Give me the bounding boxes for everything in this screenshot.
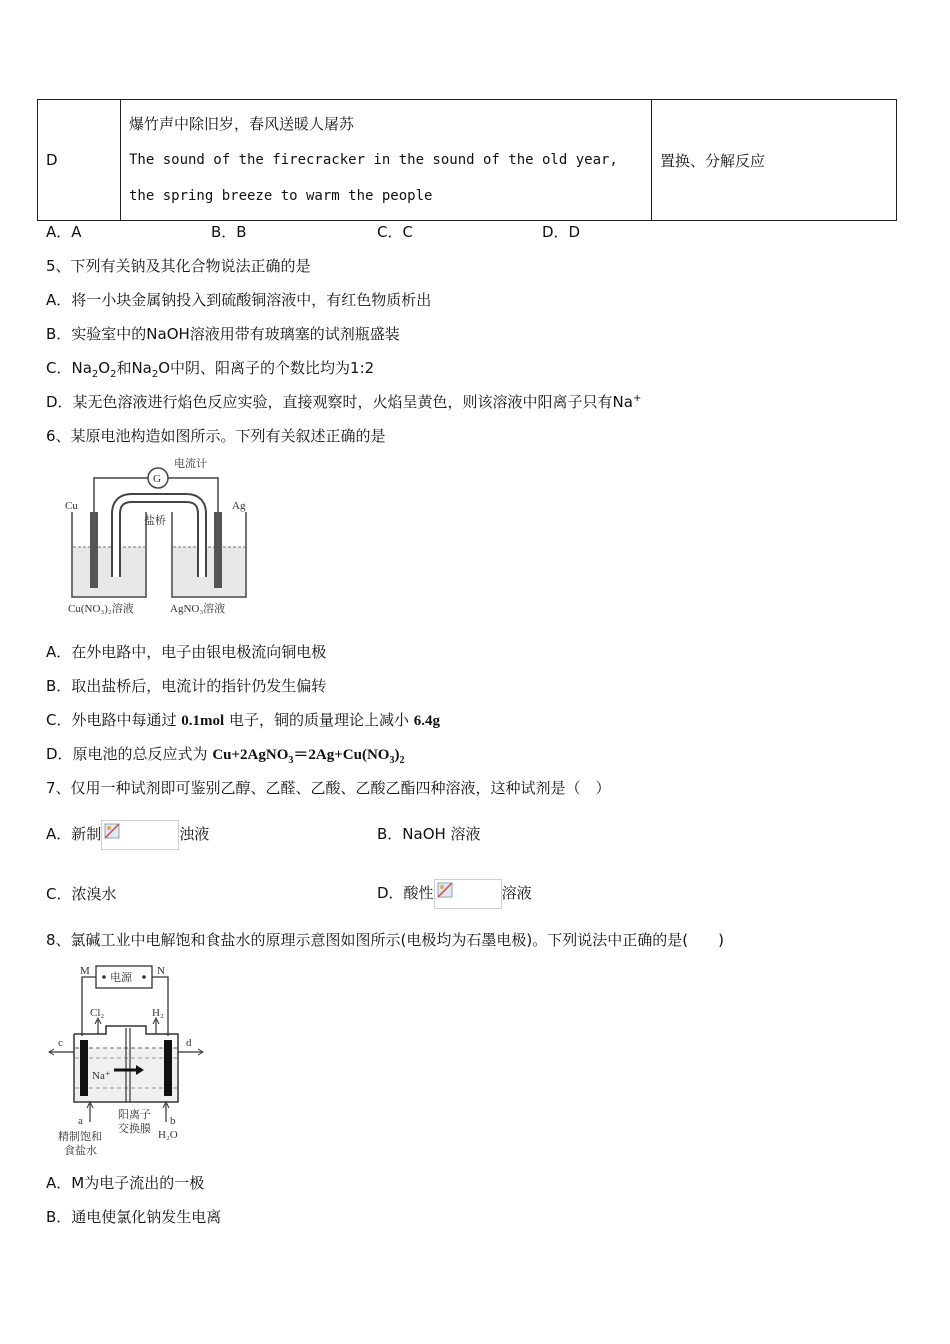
q7-option-c: C．浓溴水 — [46, 885, 117, 903]
question-table — [37, 99, 897, 221]
q7-stem: 7、仅用一种试剂即可鉴别乙醇、乙醛、乙酸、乙酸乙酯四种溶液，这种试剂是（ ） — [46, 779, 611, 797]
q7-option-b: B．NaOH 溶液 — [377, 825, 481, 843]
svg-text:d: d — [186, 1037, 192, 1049]
svg-text:b: b — [170, 1115, 176, 1127]
svg-text:Ag: Ag — [232, 500, 246, 512]
q4-option-a: A．A — [46, 223, 82, 241]
q5-option-d: D．某无色溶液进行焰色反应实验，直接观察时，火焰呈黄色，则该溶液中阳离子只有Na+ — [46, 393, 642, 411]
svg-text:H₂: H₂ — [152, 1007, 164, 1019]
svg-text:M: M — [80, 965, 90, 977]
svg-text:交换膜: 交换膜 — [118, 1123, 151, 1135]
svg-text:电源: 电源 — [110, 972, 132, 984]
poem-en-line2: the spring breeze to warm the people — [129, 188, 433, 204]
q8-option-a: A．M为电子流出的一极 — [46, 1174, 205, 1192]
svg-text:Cu(NO₃)₂溶液: Cu(NO₃)₂溶液 — [68, 603, 134, 615]
q6-option-a: A．在外电路中，电子由银电极流向铜电极 — [46, 643, 327, 661]
svg-text:Cu: Cu — [65, 500, 78, 512]
ag-electrode — [214, 512, 222, 588]
svg-text:电流计: 电流计 — [174, 458, 207, 470]
svg-text:精制饱和: 精制饱和 — [58, 1131, 102, 1143]
svg-text:阳离子: 阳离子 — [118, 1109, 151, 1121]
broken-image-icon — [434, 879, 502, 909]
q4-option-b: B．B — [211, 223, 247, 241]
q5-option-b: B．实验室中的NaOH溶液用带有玻璃塞的试剂瓶盛装 — [46, 325, 400, 343]
svg-text:AgNO₃溶液: AgNO₃溶液 — [170, 603, 226, 615]
q8-stem: 8、氯碱工业中电解饱和食盐水的原理示意图如图所示(电极均为石墨电极)。下列说法中正确的是( ) — [46, 931, 724, 949]
q8-option-b: B．通电使氯化钠发生电离 — [46, 1208, 222, 1226]
q5-option-c: C．$Na_2O_2$和$Na_2O$中阴、阳离子的个数比均为1:2 — [46, 359, 375, 380]
svg-text:a: a — [78, 1115, 83, 1127]
cu-electrode — [90, 512, 98, 588]
poem-cell — [121, 100, 652, 221]
q5-option-a: A．将一小块金属钠投入到硫酸铜溶液中，有红色物质析出 — [46, 291, 432, 309]
svg-text:c: c — [58, 1037, 63, 1049]
q6-stem: 6、某原电池构造如图所示。下列有关叙述正确的是 — [46, 427, 386, 445]
svg-text:Cl₂: Cl₂ — [90, 1007, 105, 1019]
q7-option-a: A．新制 浊液 — [46, 812, 209, 856]
q5-stem: 5、下列有关钠及其化合物说法正确的是 — [46, 257, 311, 275]
q6-option-c: C．外电路中每通过 0.1mol 电子，铜的质量理论上减小 6.4g — [46, 711, 440, 729]
svg-text:Na⁺: Na⁺ — [92, 1070, 111, 1082]
table-row-label: D — [38, 100, 121, 221]
electrolysis-figure — [44, 962, 214, 1162]
svg-text:盐桥: 盐桥 — [144, 515, 166, 527]
q6-option-d: D．原电池的总反应式为 $Cu+2AgNO_3=2Ag+Cu(NO_3)_2$ — [46, 745, 405, 766]
q4-option-c: C．C — [377, 223, 413, 241]
reaction-cell: 置换、分解反应 — [652, 100, 897, 221]
galvanic-cell-figure — [60, 452, 260, 622]
q4-option-d: D．D — [542, 223, 581, 241]
right-electrode — [164, 1040, 172, 1096]
poem-en-line1: The sound of the firecracker in the sound of the old year, — [129, 152, 618, 168]
svg-text:G: G — [153, 473, 161, 485]
svg-text:H₂O: H₂O — [158, 1129, 178, 1141]
broken-image-icon — [101, 820, 179, 850]
svg-text:食盐水: 食盐水 — [64, 1145, 97, 1157]
left-electrode — [80, 1040, 88, 1096]
poem-cn: 爆竹声中除旧岁，春风送暖人屠苏 — [129, 115, 355, 133]
q6-option-b: B．取出盐桥后，电流计的指针仍发生偏转 — [46, 677, 327, 695]
q7-option-d: D．酸性 溶液 — [377, 871, 532, 915]
svg-text:N: N — [157, 965, 165, 977]
